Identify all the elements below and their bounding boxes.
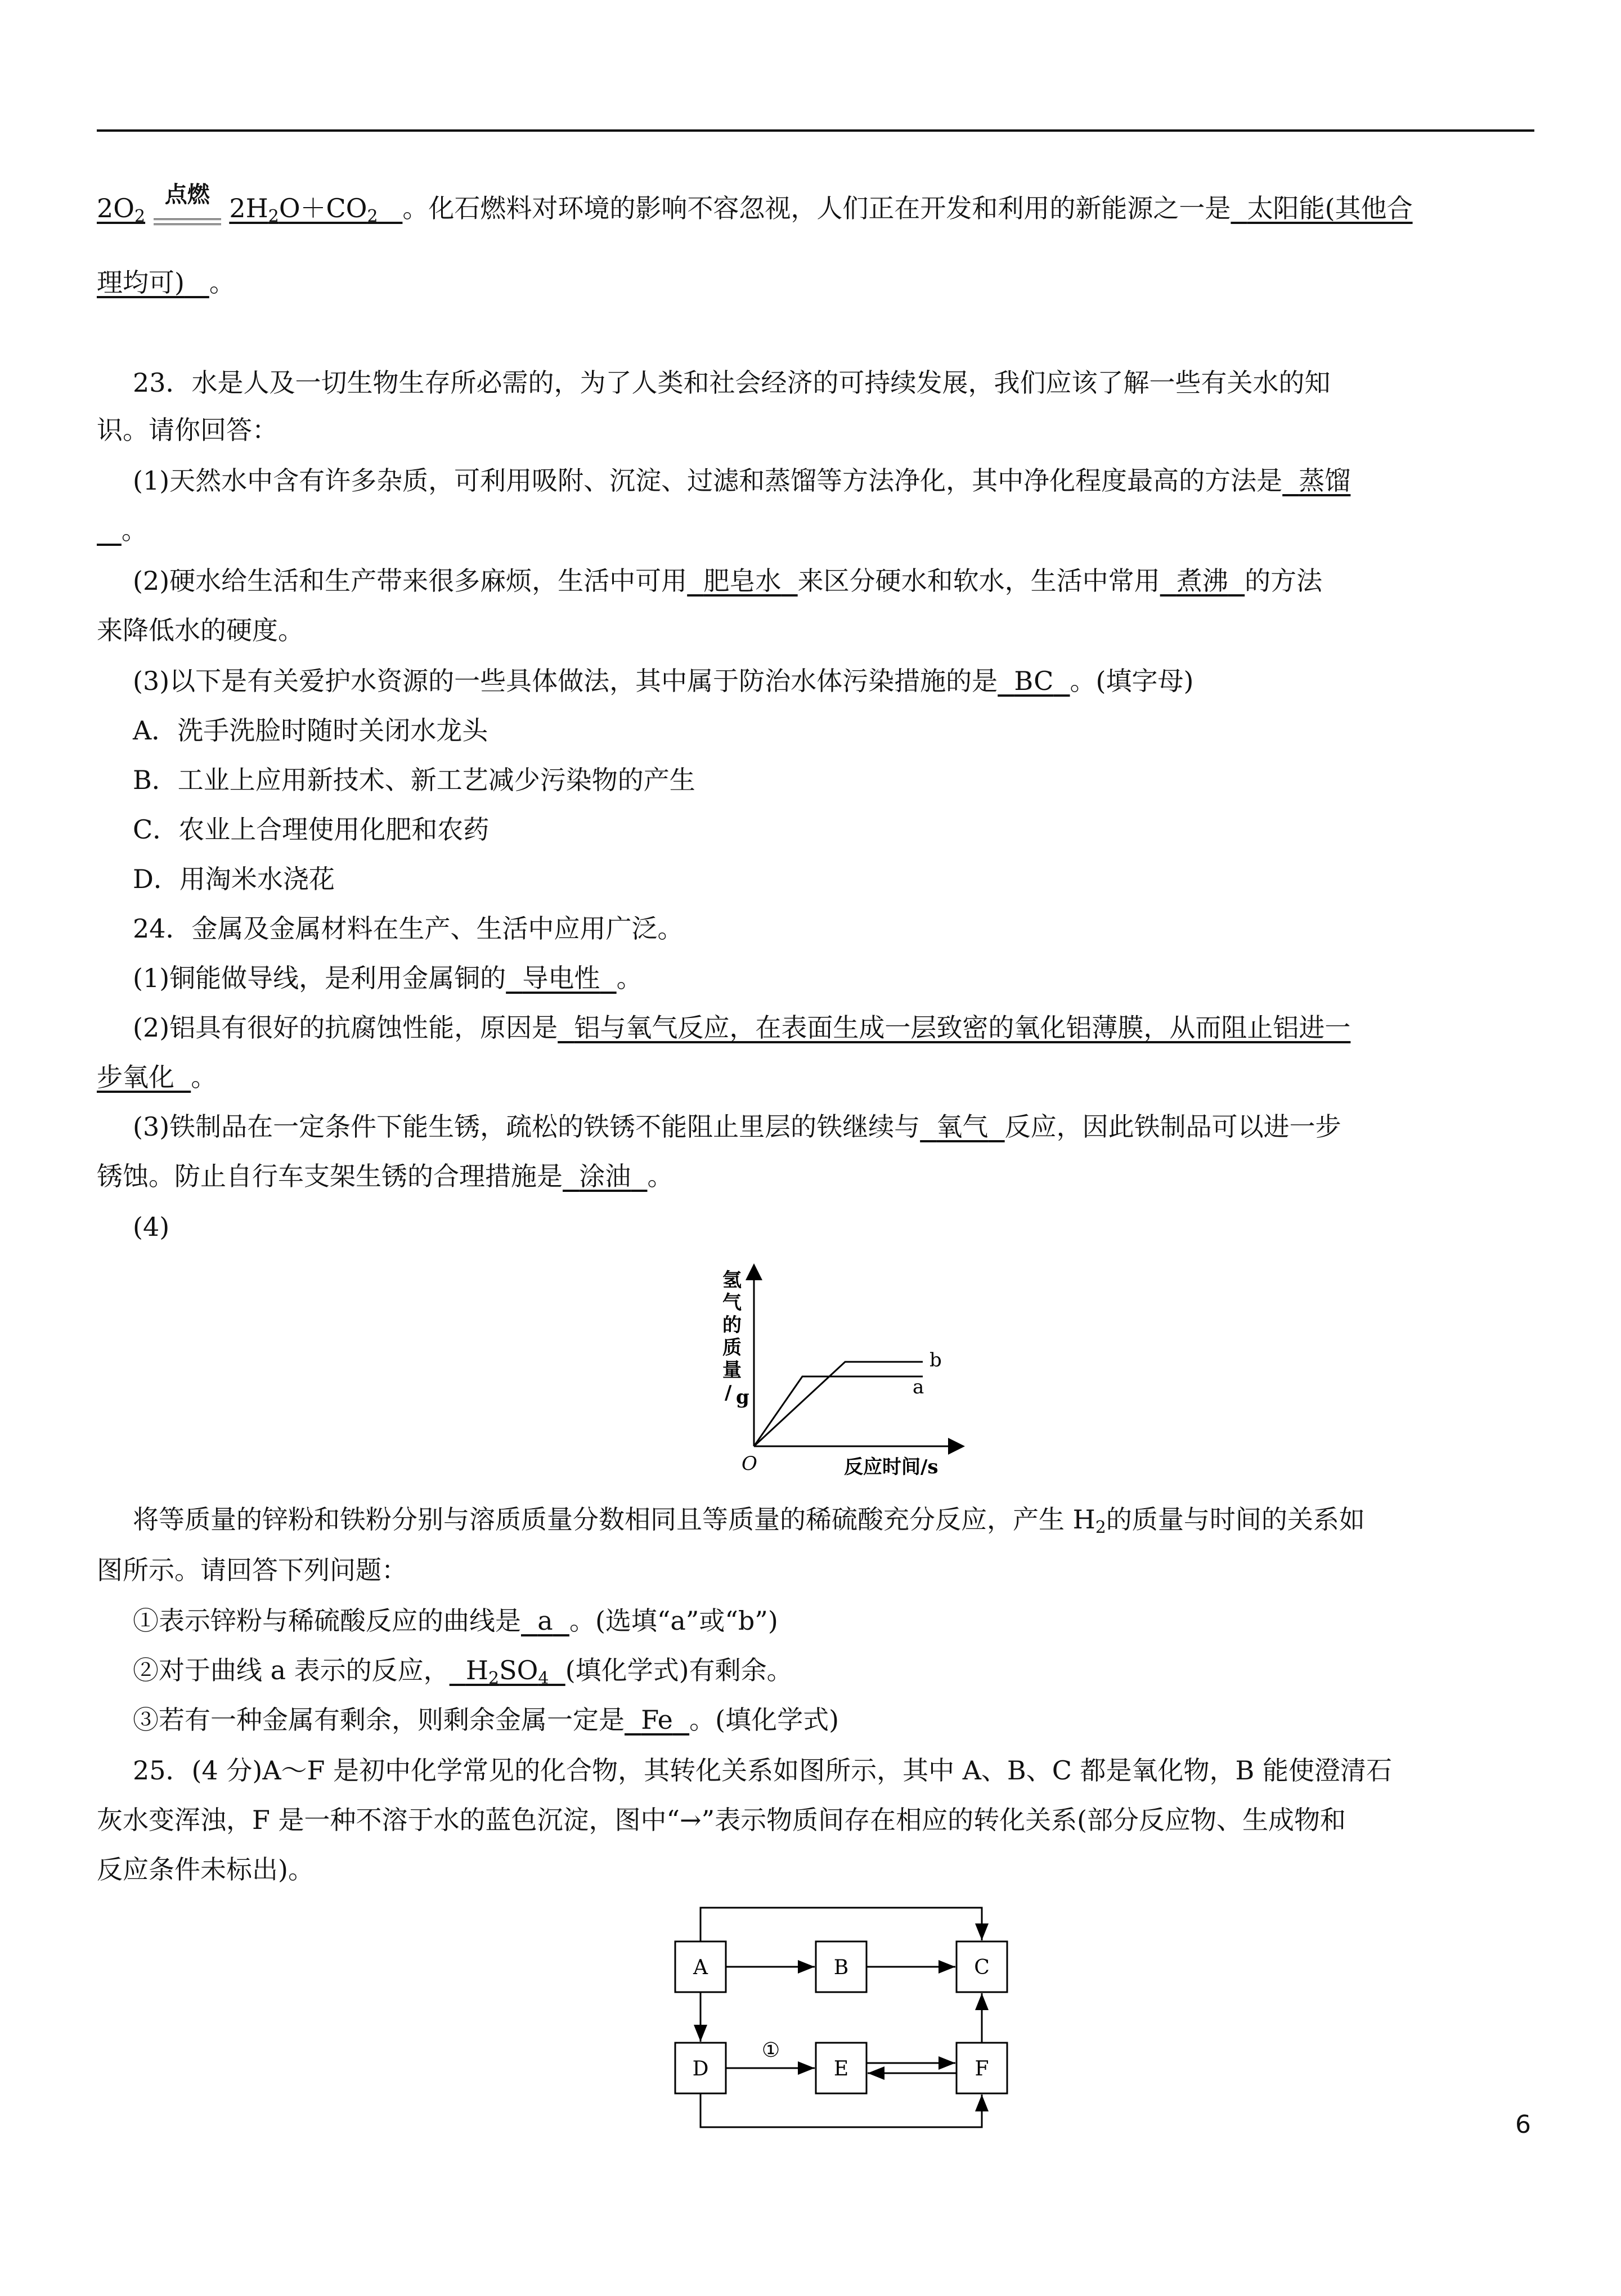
curve-a <box>754 1376 923 1446</box>
q23-option-d: D．用淘米水浇花 <box>133 864 335 894</box>
q24-sub1: ①表示锌粉与稀硫酸反应的曲线是 a 。(选填“a”或“b”) <box>133 1606 778 1636</box>
q23-part2-end: 来降低水的硬度。 <box>97 615 304 645</box>
box-f-label: F <box>975 2057 989 2080</box>
graph-x-label: 反应时间/s <box>844 1456 939 1478</box>
q24-part2-end: 步氧化 。 <box>97 1062 217 1092</box>
header-rule <box>97 129 1534 132</box>
svg-text:气: 气 <box>722 1292 742 1314</box>
q24-part2: (2)铝具有很好的抗腐蚀性能，原因是 铝与氧气反应，在表面生成一层致密的氧化铝薄膜，从而阻止铝进一 <box>133 1012 1351 1043</box>
q24-sub3: ③若有一种金属有剩余，则剩余金属一定是 Fe 。(填化学式) <box>133 1705 839 1735</box>
box-e-label: E <box>833 2057 849 2080</box>
box-a-label: A <box>693 1956 708 1979</box>
q23-part3: (3)以下是有关爱护水资源的一些具体做法，其中属于防治水体污染措施的是 BC 。(填字母) <box>133 666 1194 696</box>
q24-part1: (1)铜能做导线，是利用金属铜的 导电性 。 <box>133 963 643 993</box>
q23-part2: (2)硬水给生活和生产带来很多麻烦，生活中可用 肥皂水 来区分硬水和软水，生活中常用 煮沸 的方法 <box>133 566 1323 596</box>
svg-text:/: / <box>725 1382 732 1404</box>
graph-origin: O <box>742 1452 757 1475</box>
arrow-a-c-top <box>701 1908 982 1941</box>
q24-sub2: ②对于曲线 a 表示的反应， $H_2SO_4$ (填化学式)有剩余。 <box>133 1655 793 1688</box>
q24-part3-end: 锈蚀。防止自行车支架生锈的合理措施是 涂油 。 <box>97 1161 673 1191</box>
prev-line-2: 理均可) 。 <box>97 267 235 298</box>
q25-line-3: 反应条件未标出)。 <box>97 1854 314 1885</box>
svg-text:氢: 氢 <box>722 1269 742 1292</box>
q24-desc-1: 将等质量的锌粉和铁粉分别与溶质质量分数相同且等质量的稀硫酸充分反应，产生 $H_2$的质量与时间的关系如 <box>133 1504 1365 1537</box>
q23-stem-1: 23．水是人及一切生物生存所必需的，为了人类和社会经济的可持续发展，我们应该了解一些有关水的知 <box>133 367 1331 398</box>
prev-line-1: $2O_2$ 点燃 $2H_2O+CO_2$ 。化石燃料对环境的影响不容忽视，人们正在开发和利用的新能源之一是 太阳能(其他合 <box>97 181 1413 226</box>
q24-desc-2: 图所示。请回答下列问题： <box>97 1555 407 1585</box>
q23-part1: (1)天然水中含有许多杂质，可利用吸附、沉淀、过滤和蒸馏等方法净化，其中净化程度最高的方法是 蒸馏 <box>133 465 1351 496</box>
q25-line-2: 灰水变浑浊，F 是一种不溶于水的蓝色沉淀，图中“→”表示物质间存在相应的转化关系(部分反应物、生成物和 <box>97 1805 1346 1835</box>
curve-b-label: b <box>930 1349 942 1371</box>
box-c-label: C <box>974 1956 990 1979</box>
conversion-diagram <box>664 1896 1035 2138</box>
svg-text:质: 质 <box>722 1337 742 1359</box>
reaction-marker: ① <box>761 2039 780 2062</box>
graph-y-label <box>722 1269 749 1409</box>
q25-line-1: 25．(4 分)A～F 是初中化学常见的化合物，其转化关系如图所示，其中 A、B、C 都是氧化物，B 能使澄清石 <box>133 1755 1392 1786</box>
arrow-d-f-bottom <box>701 2093 982 2127</box>
q24-part4-label: (4) <box>133 1212 170 1242</box>
q24-stem: 24．金属及金属材料在生产、生活中应用广泛。 <box>133 913 684 944</box>
q23-option-c: C．农业上合理使用化肥和农药 <box>133 814 490 845</box>
curve-b <box>754 1362 923 1446</box>
svg-text:的: 的 <box>722 1314 742 1337</box>
svg-text:量: 量 <box>722 1359 742 1382</box>
box-d-label: D <box>692 2057 709 2080</box>
q23-stem-2: 识。请你回答： <box>97 415 278 445</box>
q23-option-b: B．工业上应用新技术、新工艺减少污染物的产生 <box>133 765 695 795</box>
hydrogen-mass-graph <box>709 1261 1002 1486</box>
reaction-condition: 点燃 <box>154 207 221 225</box>
q23-option-a: A．洗手洗脸时随时关闭水龙头 <box>133 715 488 746</box>
svg-text:g: g <box>736 1386 749 1409</box>
q23-part1-end: 。 <box>121 515 147 545</box>
page-number: 6 <box>1515 2110 1531 2139</box>
box-b-label: B <box>833 1956 849 1979</box>
curve-a-label: a <box>913 1376 924 1398</box>
q24-part3: (3)铁制品在一定条件下能生锈，疏松的铁锈不能阻止里层的铁继续与 氧气 反应，因此铁制品可以进一步 <box>133 1111 1341 1142</box>
